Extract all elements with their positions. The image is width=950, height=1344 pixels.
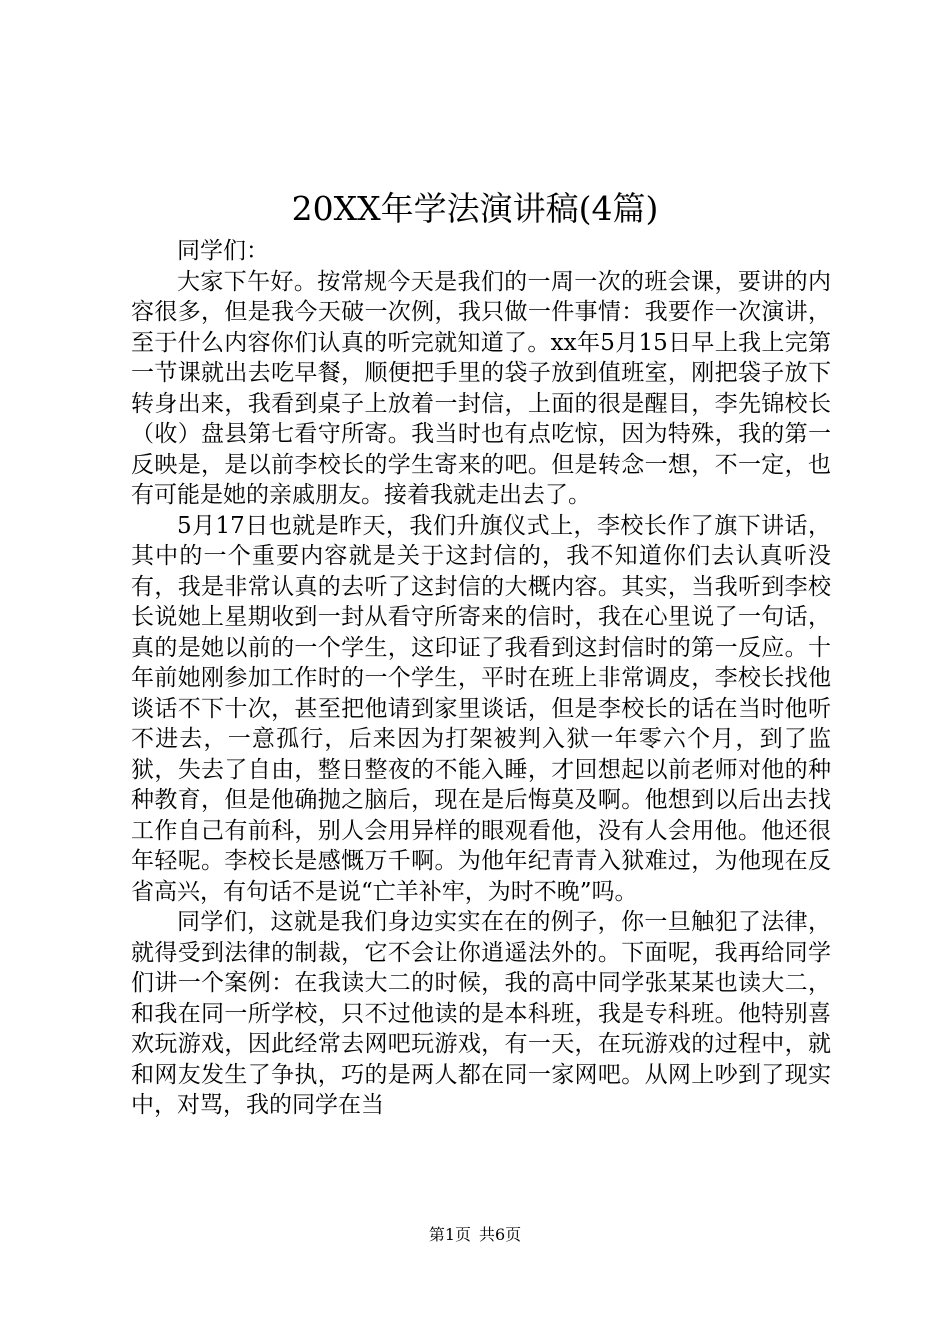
paragraph: 5月17日也就是昨天，我们升旗仪式上，李校长作了旗下讲话，其中的一个重要内容就是关于这封信的，我不知道你们去认真听没有，我是非常认真的去听了这封信的大概内容。其实，当我听到李校长说她上星期收到一封从看守所寄来的信时，我在心里说了一句话，真的是她以前的一个学生，这印证了我看到这封信时的第一反应。十年前她刚参加工作时的一个学生，平时在班上非常调皮，李校长找他谈话不下十次，甚至把他请到家里谈话，但是李校长的话在当时他听不进去，一意孤行，后来因为打架被判入狱一年零六个月，到了监狱，失去了自由，整日整夜的不能入睡，才回想起以前老师对他的种种教育，但是他确抛之脑后，现在是后悔莫及啊。他想到以后出去找工作自己有前科，别人会用异样的眼观看他，没有人会用他。他还很年轻呢。李校长是感慨万千啊。为他年纪青青入狱难过，为他现在反省高兴，有句话不是说“亡羊补牢，为时不晚”吗。 xyxy=(131,512,831,905)
document-body xyxy=(131,236,831,1121)
paragraph: 同学们，这就是我们身边实实在在的例子，你一旦触犯了法律，就得受到法律的制裁，它不会让你逍遥法外的。下面呢，我再给同学们讲一个案例：在我读大二的时候，我的高中同学张某某也读大二，和我在同一所学校，只不过他读的是本科班，我是专科班。他特别喜欢玩游戏，因此经常去网吧玩游戏，有一天，在玩游戏的过程中，就和网友发生了争执，巧的是两人都在同一家网吧。从网上吵到了现实中，对骂，我的同学在当 xyxy=(131,909,831,1118)
page-footer xyxy=(0,1224,950,1246)
paragraph: 大家下午好。按常规今天是我们的一周一次的班会课，要讲的内容很多，但是我今天破一次例，我只做一件事情：我要作一次演讲，至于什么内容你们认真的听完就知道了。xx年5月15日早上我上完第一节课就出去吃早餐，顺便把手里的袋子放到值班室，刚把袋子放下转身出来，我看到桌子上放着一封信，上面的很是醒目，李先锦校长（收）盘县第七看守所寄。我当时也有点吃惊，因为特殊，我的第一反映是，是以前李校长的学生寄来的吧。但是转念一想，不一定，也有可能是她的亲戚朋友。接着我就走出去了。 xyxy=(131,268,831,508)
page-total: 共6页 xyxy=(479,1225,522,1244)
salutation: 同学们： xyxy=(177,238,269,264)
page-number: 第1页 xyxy=(428,1225,471,1244)
document-title: 20XX年学法演讲稿(4篇) xyxy=(291,189,659,228)
